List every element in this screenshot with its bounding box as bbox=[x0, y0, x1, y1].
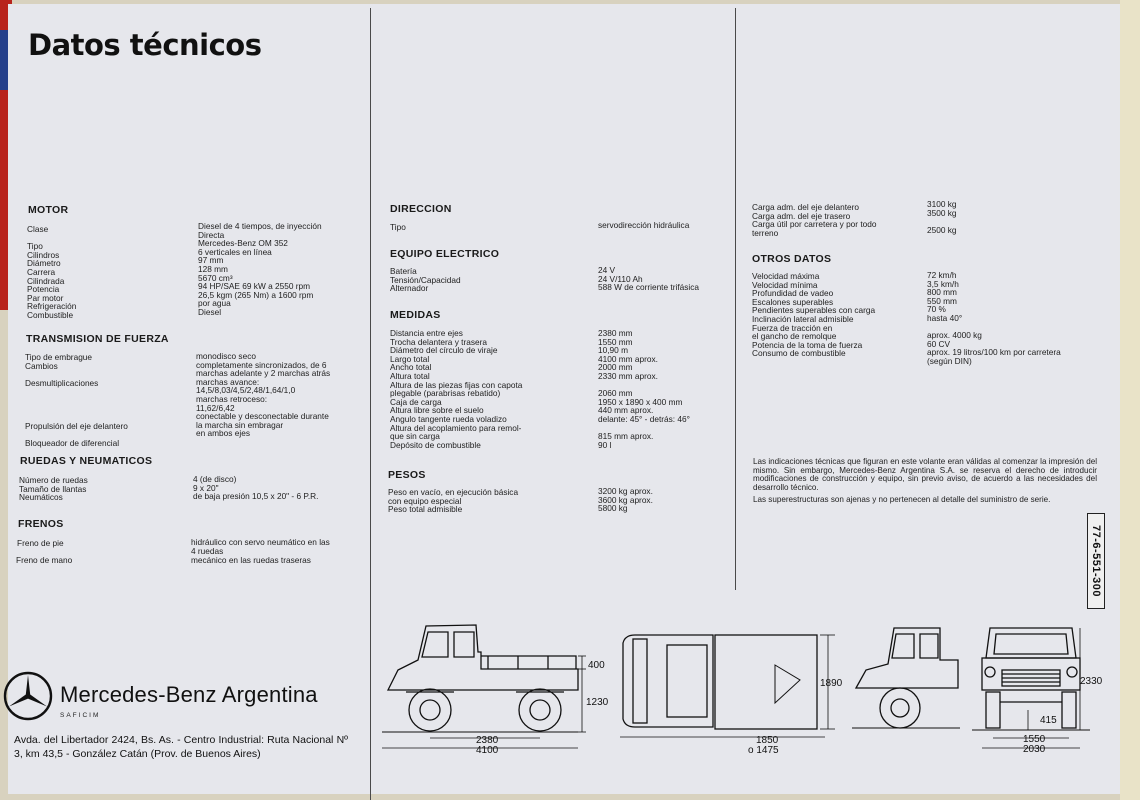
ruedas-values: 4 (de disco) 9 x 20" de baja presión 10,5 x 20" - 6 P.R. bbox=[193, 474, 319, 502]
notice-paragraph-1: Las indicaciones técnicas que figuran en este volante eran válidas al comenzar la impresión del mismo. Sin embargo, Mercedes-Benz Argentina S.A. se reserva el derecho de introducir modificaciones de construcción y equipo, sin previo aviso, de acuerdo a las necesidades del desarrollo técnico. bbox=[753, 457, 1097, 492]
dim-4100: 4100 bbox=[476, 745, 499, 756]
dim-1550: 1550 bbox=[1023, 734, 1046, 745]
truck-top-view-drawing bbox=[615, 625, 845, 745]
pesos-values: 3200 kg aprox. 3600 kg aprox. 5800 kg bbox=[598, 486, 653, 514]
dim-1475: o 1475 bbox=[748, 745, 779, 756]
dim-400: 400 bbox=[588, 660, 605, 671]
direccion-heading: DIRECCION bbox=[390, 203, 452, 215]
medidas-heading: MEDIDAS bbox=[390, 309, 441, 321]
frenos-label-mano: Freno de mano bbox=[16, 555, 73, 565]
company-address: Avda. del Libertador 2424, Bs. As. - Centro Industrial: Ruta Nacional Nº 3, km 43,5 - González Catán (Prov. de Buenos Aires) bbox=[14, 734, 348, 760]
equipo-electrico-values: 24 V 24 V/110 Ah 588 W de corriente trifásica bbox=[598, 265, 699, 293]
frenos-label-pie: Freno de pie bbox=[17, 538, 64, 548]
column-divider-1 bbox=[370, 8, 371, 800]
dim-2380: 2380 bbox=[476, 735, 499, 746]
dim-415: 415 bbox=[1040, 715, 1057, 726]
document-number-box bbox=[1087, 513, 1105, 609]
notice-paragraph-2: Las superestructuras son ajenas y no pertenecen al detalle del suministro de serie. bbox=[753, 495, 1051, 505]
legal-notice bbox=[753, 458, 1097, 509]
medidas-labels: Distancia entre ejes Trocha delantera y trasera Diámetro del círculo de viraje Largo total Ancho total Altura total Altura de las piezas fijas con capota plegable (parabrisas rebatido) Caja de carga Altura libre sobre el suelo Angulo tangente rueda voladizo Altura del acoplamiento para remol- que sin carga Depósito de combustible bbox=[390, 328, 523, 450]
otros-datos-labels: Velocidad máxima Velocidad mínima Profundidad de vadeo Escalones superables Pendientes superables con carga Inclinación lateral admisible Fuerza de tracción en el gancho de remolque Potencia de la toma de fuerza Consumo de combustible bbox=[752, 271, 876, 359]
truck-side-view-short-drawing bbox=[848, 620, 963, 735]
ruedas-labels: Número de ruedas Tamaño de llantas Neumáticos bbox=[19, 475, 88, 503]
dim-1850: 1850 bbox=[756, 735, 779, 746]
cargas-values: 3100 kg 3500 kg 2500 kg bbox=[927, 199, 957, 235]
document-number: 77-6-551-300 bbox=[1090, 524, 1102, 598]
transmision-labels: Tipo de embrague Cambios Desmultiplicaciones Propulsión del eje delantero Bloqueador de diferencial bbox=[25, 352, 128, 448]
otros-datos-heading: OTROS DATOS bbox=[752, 253, 832, 265]
direccion-values: servodirección hidráulica bbox=[598, 220, 690, 230]
page-edge bbox=[1120, 0, 1140, 800]
otros-datos-values: 72 km/h 3,5 km/h 800 mm 550 mm 70 % hasta 40° aprox. 4000 kg 60 CV aprox. 19 litros/100 km por carretera (según DIN) bbox=[927, 270, 1061, 366]
dim-2330: 2330 bbox=[1080, 676, 1103, 687]
direccion-labels: Tipo bbox=[390, 222, 406, 232]
motor-heading: MOTOR bbox=[28, 204, 69, 216]
column-divider-2 bbox=[735, 8, 736, 590]
motor-values: Diesel de 4 tiempos, de inyección Directa Mercedes-Benz OM 352 6 verticales en línea 97 mm 128 mm 5670 cm³ 94 HP/SAE 69 kW a 2550 rpm 26,5 kgm (265 Nm) a 1600 rpm por agua Diesel bbox=[198, 221, 322, 317]
dim-1890: 1890 bbox=[820, 678, 843, 689]
page-title: Datos técnicos bbox=[28, 28, 262, 62]
frenos-value-mano: mecánico en las ruedas traseras bbox=[191, 555, 311, 565]
pesos-labels: Peso en vacío, en ejecución básica con equipo especial Peso total admisible bbox=[388, 487, 519, 515]
motor-labels: Clase Tipo Cilindros Diámetro Carrera Cilindrada Potencia Par motor Refrigeración Combustible bbox=[27, 224, 77, 320]
brand-subtitle: SAFICIM bbox=[60, 712, 101, 719]
mercedes-star-logo-icon bbox=[3, 671, 53, 721]
brand-name: Mercedes-Benz Argentina bbox=[60, 682, 318, 707]
transmision-values: monodisco seco completamente sincronizados, de 6 marchas adelante y 2 marchas atrás marchas avance: 14,5/8,03/4,5/2,48/1,64/1,0 marchas retroceso: 11,62/6,42 conectable y desconectable durante la marcha sin embragar en ambos ejes bbox=[196, 351, 331, 439]
frenos-heading: FRENOS bbox=[18, 518, 64, 530]
dim-1230: 1230 bbox=[586, 697, 609, 708]
equipo-electrico-labels: Batería Tensión/Capacidad Alternador bbox=[390, 266, 461, 294]
frenos-value-pie: hidráulico con servo neumático en las 4 ruedas bbox=[191, 537, 330, 556]
cargas-labels: Carga adm. del eje delantero Carga adm. del eje trasero Carga útil por carretera y por todo terreno bbox=[752, 202, 877, 238]
transmision-heading: TRANSMISION DE FUERZA bbox=[26, 333, 169, 345]
equipo-electrico-heading: EQUIPO ELECTRICO bbox=[390, 248, 500, 260]
dim-2030: 2030 bbox=[1023, 744, 1046, 755]
ruedas-heading: RUEDAS Y NEUMATICOS bbox=[20, 455, 153, 467]
medidas-values: 2380 mm 1550 mm 10,90 m 4100 mm aprox. 2000 mm 2330 mm aprox. 2060 mm 1950 x 1890 x 400 mm 440 mm aprox. delante: 45° - detrás: 46° 815 mm aprox. 90 l bbox=[598, 328, 690, 450]
pesos-heading: PESOS bbox=[388, 469, 426, 481]
